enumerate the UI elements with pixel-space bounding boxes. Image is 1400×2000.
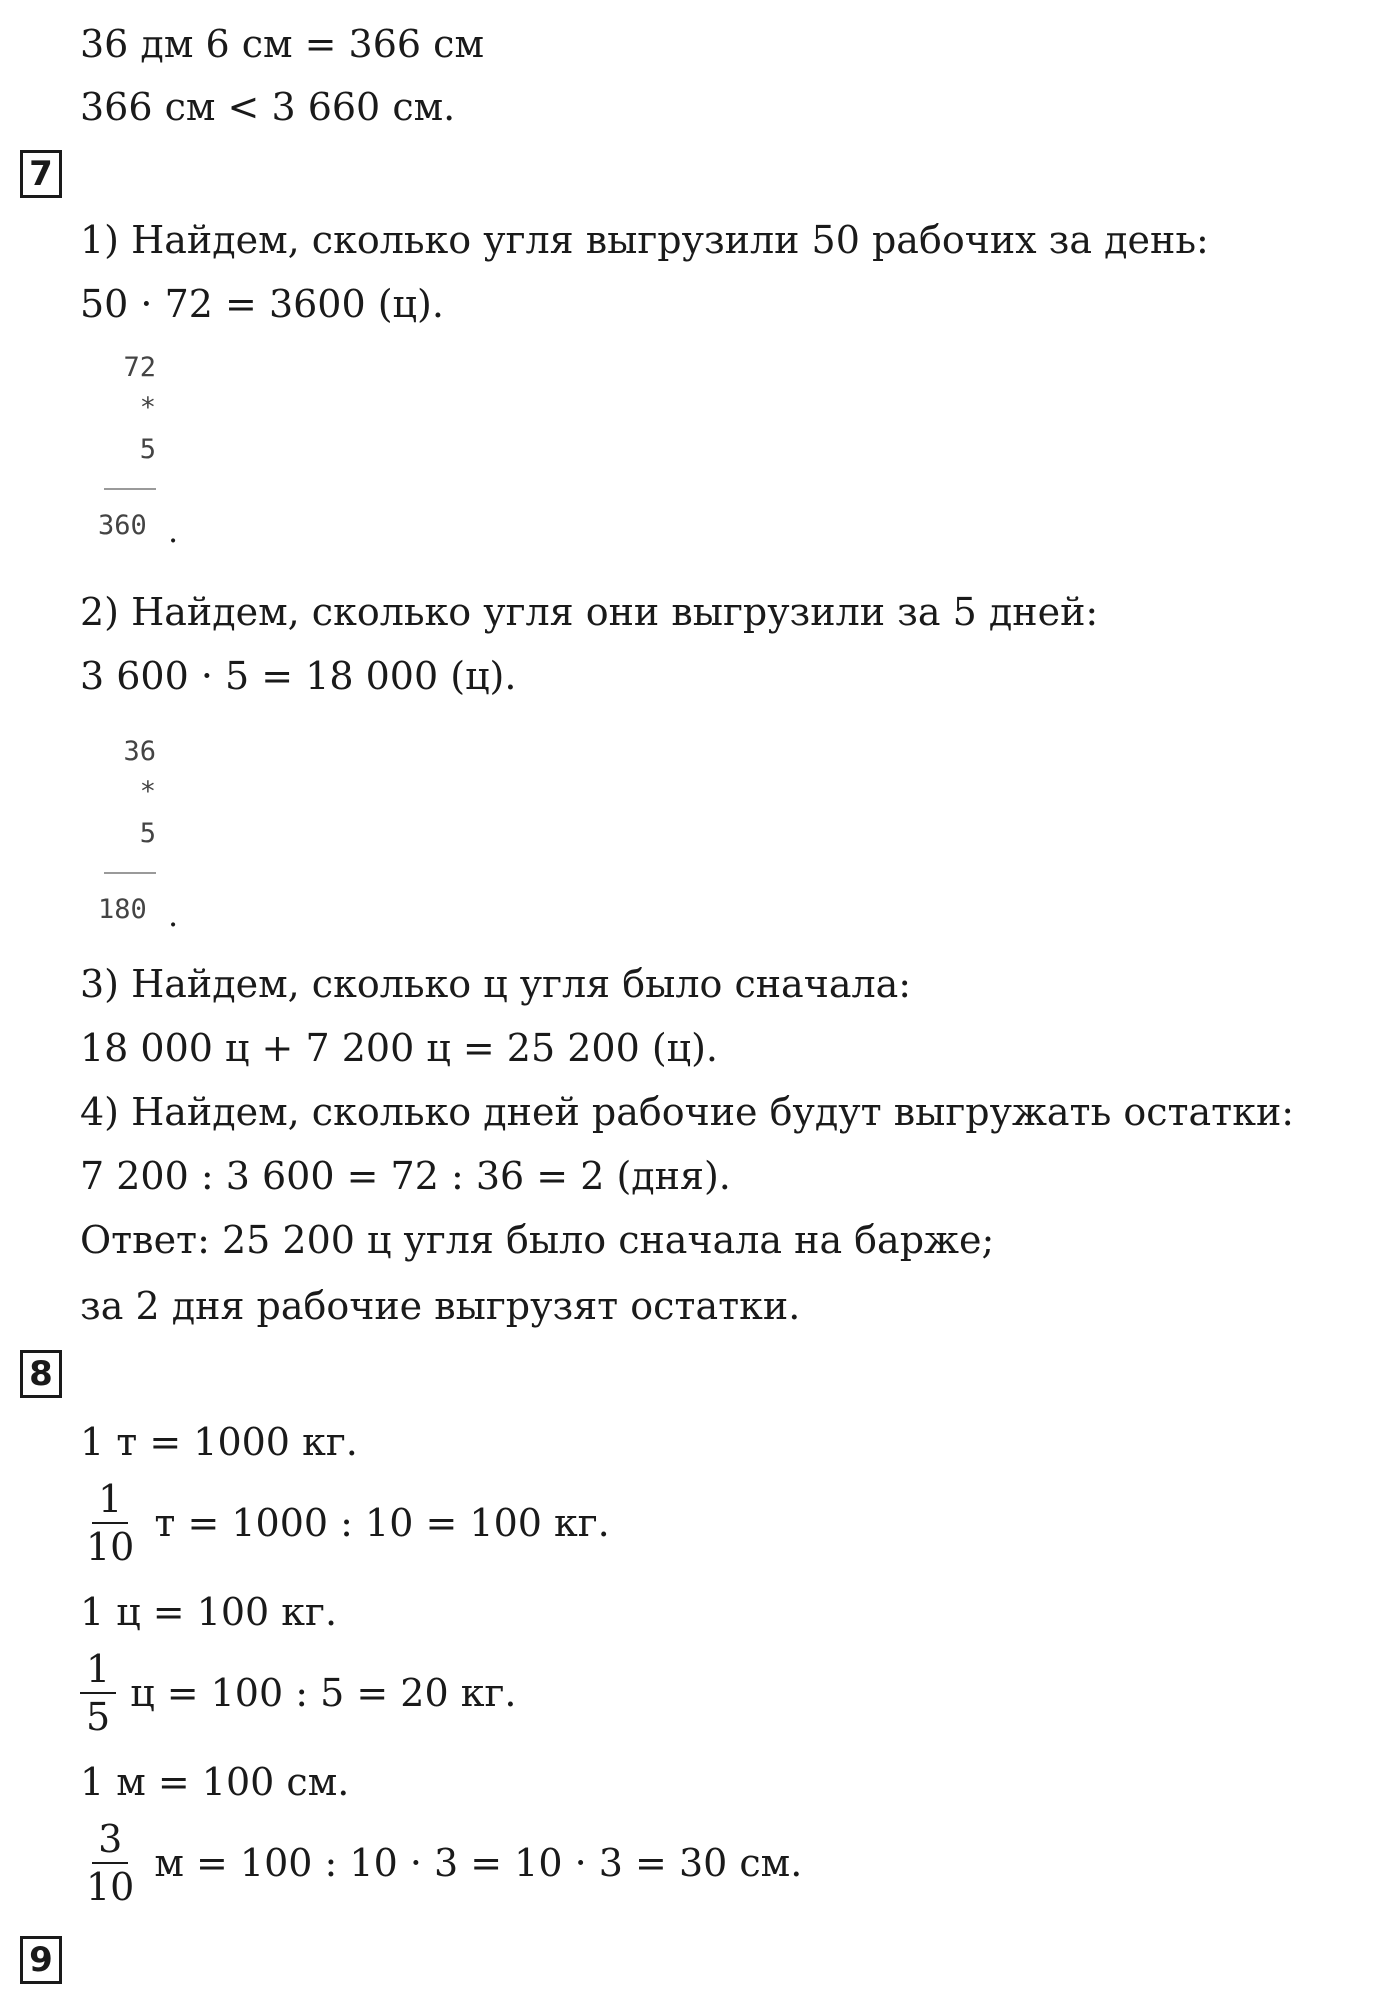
fraction-rest: т = 1000 : 10 = 100 кг. xyxy=(154,1501,610,1545)
multiplier: 5 xyxy=(139,434,156,465)
product: 360 xyxy=(98,510,147,541)
multiply-sign: * xyxy=(139,392,156,423)
fraction-line-meter xyxy=(80,1816,802,1910)
centner-conversion: 1 ц = 100 кг. xyxy=(80,1590,338,1634)
calc-3: 18 000 ц + 7 200 ц = 25 200 (ц). xyxy=(80,1026,718,1070)
calc-4: 7 200 : 3 600 = 72 : 36 = 2 (дня). xyxy=(80,1154,731,1198)
denominator: 10 xyxy=(86,1865,135,1909)
numerator: 3 xyxy=(92,1816,128,1864)
answer-line-1: Ответ: 25 200 ц угля было сначала на барже; xyxy=(80,1218,995,1262)
numerator: 1 xyxy=(92,1476,128,1524)
comparison-line: 366 см < 3 660 см. xyxy=(80,85,456,129)
fraction-line-centner xyxy=(80,1646,516,1740)
fraction-1-10 xyxy=(80,1476,140,1570)
period: . xyxy=(168,896,179,934)
answer-line-2: за 2 дня рабочие выгрузят остатки. xyxy=(80,1284,801,1328)
result-line xyxy=(104,488,156,490)
numerator: 1 xyxy=(80,1646,116,1694)
step-1-text: 1) Найдем, сколько угля выгрузили 50 рабочих за день: xyxy=(80,218,1209,262)
calc-2: 3 600 · 5 = 18 000 (ц). xyxy=(80,654,517,698)
task-number-9: 9 xyxy=(20,1936,62,1984)
task-number-7: 7 xyxy=(20,150,62,198)
step-2-text: 2) Найдем, сколько угля они выгрузили за 5 дней: xyxy=(80,590,1099,634)
column-multiplication-2 xyxy=(96,736,179,936)
tonne-conversion: 1 т = 1000 кг. xyxy=(80,1420,358,1464)
denominator: 10 xyxy=(86,1525,135,1569)
fraction-line-tonne xyxy=(80,1476,610,1570)
period: . xyxy=(168,512,179,550)
meter-conversion: 1 м = 100 см. xyxy=(80,1760,350,1804)
product: 180 xyxy=(98,894,147,925)
column-multiplication-1 xyxy=(96,352,179,552)
multiplicand: 36 xyxy=(123,736,156,767)
step-3-text: 3) Найдем, сколько ц угля было сначала: xyxy=(80,962,912,1006)
calc-1: 50 · 72 = 3600 (ц). xyxy=(80,282,444,326)
fraction-rest: м = 100 : 10 · 3 = 10 · 3 = 30 см. xyxy=(154,1841,803,1885)
task-number-8: 8 xyxy=(20,1350,62,1398)
fraction-3-10 xyxy=(80,1816,140,1910)
conversion-line: 36 дм 6 см = 366 см xyxy=(80,22,485,66)
result-line xyxy=(104,872,156,874)
multiplicand: 72 xyxy=(123,352,156,383)
multiply-sign: * xyxy=(139,776,156,807)
denominator: 5 xyxy=(86,1695,111,1739)
step-4-text: 4) Найдем, сколько дней рабочие будут выгружать остатки: xyxy=(80,1090,1295,1134)
fraction-1-5 xyxy=(80,1646,116,1740)
multiplier: 5 xyxy=(139,818,156,849)
fraction-rest: ц = 100 : 5 = 20 кг. xyxy=(130,1671,517,1715)
